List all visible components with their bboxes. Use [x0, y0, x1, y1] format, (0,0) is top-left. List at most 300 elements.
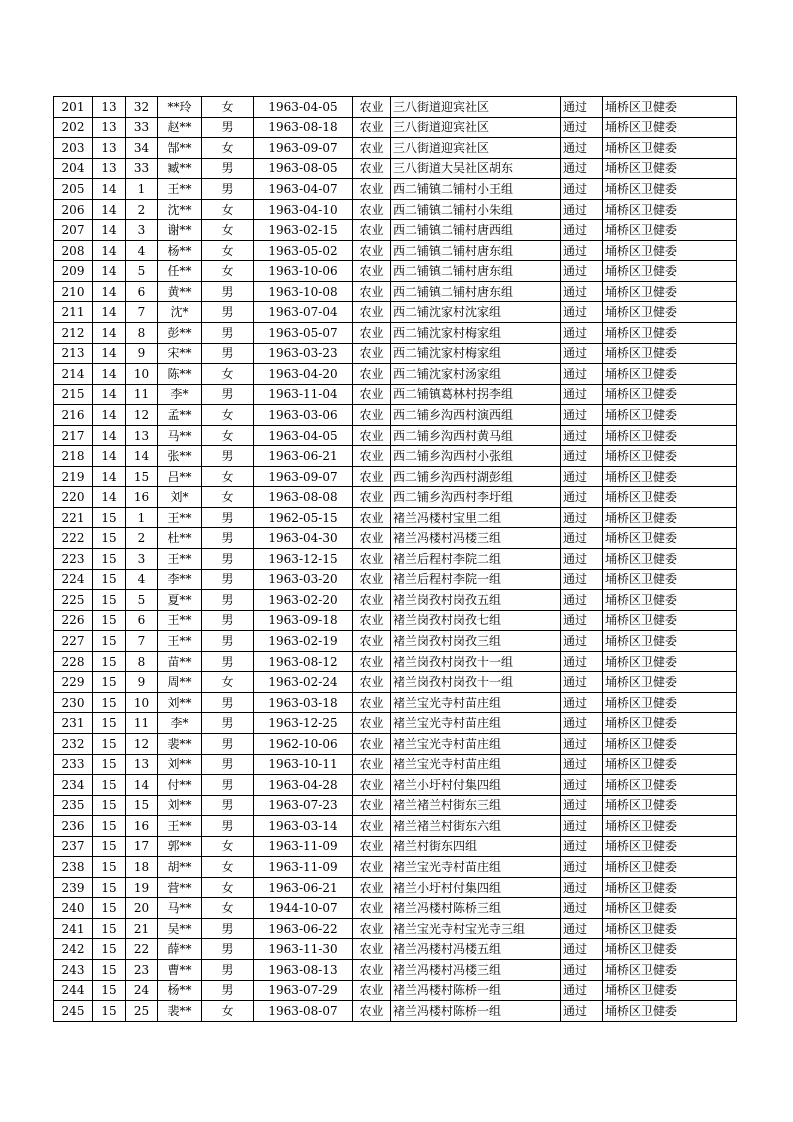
seq-cell: 22 [126, 939, 158, 960]
group-cell: 15 [93, 692, 126, 713]
birthdate-cell: 1963-08-08 [254, 487, 353, 508]
birthdate-cell: 1963-07-04 [254, 302, 353, 323]
row-index-cell: 224 [54, 569, 93, 590]
gender-cell: 女 [202, 364, 254, 385]
row-index-cell: 245 [54, 1001, 93, 1022]
address-cell: 褚兰宝光寺村宝光寺三组 [391, 918, 561, 939]
gender-cell: 男 [202, 610, 254, 631]
address-cell: 西二铺乡沟西村湖彭组 [391, 466, 561, 487]
household-type-cell: 农业 [353, 179, 391, 200]
birthdate-cell: 1963-10-11 [254, 754, 353, 775]
table-row [54, 507, 737, 528]
agency-cell: 埇桥区卫健委 [603, 199, 737, 220]
name-cell: 陈** [158, 364, 202, 385]
group-cell: 15 [93, 918, 126, 939]
review-status-cell: 通过 [561, 1001, 603, 1022]
address-cell: 西二铺乡沟西村黄马组 [391, 425, 561, 446]
row-index-cell: 208 [54, 240, 93, 261]
agency-cell: 埇桥区卫健委 [603, 610, 737, 631]
birthdate-cell: 1963-03-18 [254, 692, 353, 713]
gender-cell: 男 [202, 939, 254, 960]
address-cell: 三八街道迎宾社区 [391, 138, 561, 159]
gender-cell: 女 [202, 836, 254, 857]
name-cell: 王** [158, 816, 202, 837]
name-cell: 赵** [158, 117, 202, 138]
name-cell: 王** [158, 549, 202, 570]
review-status-cell: 通过 [561, 733, 603, 754]
review-status-cell: 通过 [561, 898, 603, 919]
review-status-cell: 通过 [561, 569, 603, 590]
gender-cell: 男 [202, 918, 254, 939]
name-cell: 吕** [158, 466, 202, 487]
household-type-cell: 农业 [353, 528, 391, 549]
household-type-cell: 农业 [353, 425, 391, 446]
gender-cell: 女 [202, 898, 254, 919]
gender-cell: 男 [202, 343, 254, 364]
review-status-cell: 通过 [561, 528, 603, 549]
row-index-cell: 223 [54, 549, 93, 570]
household-type-cell: 农业 [353, 795, 391, 816]
name-cell: 刘* [158, 487, 202, 508]
address-cell: 西二铺乡沟西村演西组 [391, 405, 561, 426]
table-row [54, 528, 737, 549]
group-cell: 15 [93, 672, 126, 693]
agency-cell: 埇桥区卫健委 [603, 179, 737, 200]
row-index-cell: 228 [54, 651, 93, 672]
gender-cell: 男 [202, 323, 254, 344]
seq-cell: 1 [126, 179, 158, 200]
name-cell: 王** [158, 179, 202, 200]
seq-cell: 18 [126, 857, 158, 878]
seq-cell: 15 [126, 795, 158, 816]
table-row [54, 816, 737, 837]
address-cell: 西二铺镇葛林村拐李组 [391, 384, 561, 405]
group-cell: 15 [93, 549, 126, 570]
table-row [54, 158, 737, 179]
household-type-cell: 农业 [353, 918, 391, 939]
review-status-cell: 通过 [561, 590, 603, 611]
name-cell: 杜** [158, 528, 202, 549]
household-type-cell: 农业 [353, 590, 391, 611]
group-cell: 15 [93, 1001, 126, 1022]
agency-cell: 埇桥区卫健委 [603, 425, 737, 446]
address-cell: 褚兰冯楼村陈桥一组 [391, 980, 561, 1001]
gender-cell: 女 [202, 138, 254, 159]
table-row [54, 980, 737, 1001]
review-status-cell: 通过 [561, 775, 603, 796]
seq-cell: 21 [126, 918, 158, 939]
name-cell: 李* [158, 384, 202, 405]
address-cell: 褚兰宝光寺村苗庄组 [391, 733, 561, 754]
group-cell: 14 [93, 384, 126, 405]
review-status-cell: 通过 [561, 261, 603, 282]
group-cell: 15 [93, 569, 126, 590]
household-type-cell: 农业 [353, 466, 391, 487]
seq-cell: 15 [126, 466, 158, 487]
name-cell: 任** [158, 261, 202, 282]
address-cell: 褚兰冯楼村冯楼三组 [391, 528, 561, 549]
table-row [54, 857, 737, 878]
seq-cell: 7 [126, 631, 158, 652]
name-cell: 裴** [158, 733, 202, 754]
name-cell: 马** [158, 898, 202, 919]
group-cell: 15 [93, 590, 126, 611]
group-cell: 13 [93, 97, 126, 118]
household-type-cell: 农业 [353, 898, 391, 919]
row-index-cell: 201 [54, 97, 93, 118]
seq-cell: 8 [126, 651, 158, 672]
row-index-cell: 238 [54, 857, 93, 878]
review-status-cell: 通过 [561, 918, 603, 939]
address-cell: 褚兰村街东四组 [391, 836, 561, 857]
table-row [54, 466, 737, 487]
review-status-cell: 通过 [561, 877, 603, 898]
seq-cell: 8 [126, 323, 158, 344]
address-cell: 西二铺沈家村梅家组 [391, 343, 561, 364]
group-cell: 15 [93, 816, 126, 837]
household-type-cell: 农业 [353, 240, 391, 261]
birthdate-cell: 1963-10-08 [254, 281, 353, 302]
address-cell: 西二铺沈家村汤家组 [391, 364, 561, 385]
name-cell: 周** [158, 672, 202, 693]
row-index-cell: 235 [54, 795, 93, 816]
seq-cell: 4 [126, 240, 158, 261]
address-cell: 三八街道迎宾社区 [391, 117, 561, 138]
review-status-cell: 通过 [561, 343, 603, 364]
review-status-cell: 通过 [561, 816, 603, 837]
name-cell: 彭** [158, 323, 202, 344]
gender-cell: 男 [202, 816, 254, 837]
address-cell: 褚兰后程村李院二组 [391, 549, 561, 570]
household-type-cell: 农业 [353, 138, 391, 159]
row-index-cell: 232 [54, 733, 93, 754]
household-type-cell: 农业 [353, 343, 391, 364]
agency-cell: 埇桥区卫健委 [603, 446, 737, 467]
name-cell: 裴** [158, 1001, 202, 1022]
gender-cell: 女 [202, 425, 254, 446]
review-status-cell: 通过 [561, 117, 603, 138]
gender-cell: 男 [202, 302, 254, 323]
table-row [54, 775, 737, 796]
birthdate-cell: 1963-07-23 [254, 795, 353, 816]
name-cell: 郭** [158, 836, 202, 857]
group-cell: 14 [93, 281, 126, 302]
row-index-cell: 221 [54, 507, 93, 528]
agency-cell: 埇桥区卫健委 [603, 364, 737, 385]
name-cell: 付** [158, 775, 202, 796]
row-index-cell: 202 [54, 117, 93, 138]
row-index-cell: 234 [54, 775, 93, 796]
household-type-cell: 农业 [353, 302, 391, 323]
agency-cell: 埇桥区卫健委 [603, 733, 737, 754]
review-status-cell: 通过 [561, 323, 603, 344]
row-index-cell: 236 [54, 816, 93, 837]
agency-cell: 埇桥区卫健委 [603, 261, 737, 282]
seq-cell: 10 [126, 692, 158, 713]
agency-cell: 埇桥区卫健委 [603, 754, 737, 775]
household-type-cell: 农业 [353, 713, 391, 734]
birthdate-cell: 1963-03-20 [254, 569, 353, 590]
group-cell: 15 [93, 795, 126, 816]
household-type-cell: 农业 [353, 733, 391, 754]
table-row [54, 1001, 737, 1022]
group-cell: 15 [93, 507, 126, 528]
review-status-cell: 通过 [561, 446, 603, 467]
seq-cell: 3 [126, 220, 158, 241]
agency-cell: 埇桥区卫健委 [603, 857, 737, 878]
gender-cell: 男 [202, 713, 254, 734]
table-row [54, 240, 737, 261]
review-status-cell: 通过 [561, 199, 603, 220]
seq-cell: 4 [126, 569, 158, 590]
birthdate-cell: 1963-06-21 [254, 877, 353, 898]
address-cell: 褚兰宝光寺村苗庄组 [391, 692, 561, 713]
agency-cell: 埇桥区卫健委 [603, 672, 737, 693]
row-index-cell: 243 [54, 959, 93, 980]
seq-cell: 24 [126, 980, 158, 1001]
name-cell: 苗** [158, 651, 202, 672]
birthdate-cell: 1963-02-20 [254, 590, 353, 611]
birthdate-cell: 1963-08-05 [254, 158, 353, 179]
household-type-cell: 农业 [353, 487, 391, 508]
birthdate-cell: 1963-11-09 [254, 857, 353, 878]
address-cell: 西二铺沈家村梅家组 [391, 323, 561, 344]
agency-cell: 埇桥区卫健委 [603, 117, 737, 138]
agency-cell: 埇桥区卫健委 [603, 692, 737, 713]
address-cell: 褚兰小圩村付集四组 [391, 877, 561, 898]
table-row [54, 261, 737, 282]
seq-cell: 6 [126, 610, 158, 631]
seq-cell: 2 [126, 528, 158, 549]
review-status-cell: 通过 [561, 97, 603, 118]
group-cell: 15 [93, 631, 126, 652]
table-row [54, 549, 737, 570]
row-index-cell: 213 [54, 343, 93, 364]
table-row [54, 610, 737, 631]
agency-cell: 埇桥区卫健委 [603, 1001, 737, 1022]
seq-cell: 2 [126, 199, 158, 220]
address-cell: 西二铺镇二铺村唐西组 [391, 220, 561, 241]
agency-cell: 埇桥区卫健委 [603, 713, 737, 734]
gender-cell: 男 [202, 733, 254, 754]
name-cell: 夏** [158, 590, 202, 611]
review-status-cell: 通过 [561, 364, 603, 385]
group-cell: 14 [93, 487, 126, 508]
agency-cell: 埇桥区卫健委 [603, 836, 737, 857]
address-cell: 褚兰宝光寺村苗庄组 [391, 713, 561, 734]
birthdate-cell: 1963-05-02 [254, 240, 353, 261]
table-row [54, 446, 737, 467]
seq-cell: 9 [126, 672, 158, 693]
review-status-cell: 通过 [561, 158, 603, 179]
group-cell: 14 [93, 261, 126, 282]
table-row [54, 631, 737, 652]
name-cell: 沈** [158, 199, 202, 220]
gender-cell: 男 [202, 528, 254, 549]
records-table-body [54, 97, 737, 1022]
household-type-cell: 农业 [353, 959, 391, 980]
seq-cell: 33 [126, 158, 158, 179]
row-index-cell: 214 [54, 364, 93, 385]
address-cell: 褚兰褚兰村街东三组 [391, 795, 561, 816]
birthdate-cell: 1963-10-06 [254, 261, 353, 282]
birthdate-cell: 1963-05-07 [254, 323, 353, 344]
household-type-cell: 农业 [353, 220, 391, 241]
name-cell: 王** [158, 610, 202, 631]
gender-cell: 男 [202, 384, 254, 405]
gender-cell: 女 [202, 1001, 254, 1022]
household-type-cell: 农业 [353, 569, 391, 590]
table-row [54, 795, 737, 816]
gender-cell: 男 [202, 446, 254, 467]
agency-cell: 埇桥区卫健委 [603, 959, 737, 980]
name-cell: 刘** [158, 692, 202, 713]
table-row [54, 384, 737, 405]
birthdate-cell: 1963-04-05 [254, 97, 353, 118]
address-cell: 褚兰冯楼村陈桥三组 [391, 898, 561, 919]
table-row [54, 281, 737, 302]
gender-cell: 男 [202, 117, 254, 138]
table-row [54, 199, 737, 220]
gender-cell: 女 [202, 199, 254, 220]
birthdate-cell: 1963-04-07 [254, 179, 353, 200]
table-row [54, 364, 737, 385]
gender-cell: 男 [202, 754, 254, 775]
birthdate-cell: 1963-09-07 [254, 138, 353, 159]
row-index-cell: 219 [54, 466, 93, 487]
name-cell: 营** [158, 877, 202, 898]
household-type-cell: 农业 [353, 939, 391, 960]
group-cell: 14 [93, 199, 126, 220]
seq-cell: 11 [126, 713, 158, 734]
name-cell: 杨** [158, 240, 202, 261]
gender-cell: 女 [202, 261, 254, 282]
review-status-cell: 通过 [561, 384, 603, 405]
birthdate-cell: 1963-06-21 [254, 446, 353, 467]
address-cell: 西二铺镇二铺村唐东组 [391, 261, 561, 282]
review-status-cell: 通过 [561, 466, 603, 487]
household-type-cell: 农业 [353, 775, 391, 796]
birthdate-cell: 1963-03-23 [254, 343, 353, 364]
seq-cell: 11 [126, 384, 158, 405]
seq-cell: 17 [126, 836, 158, 857]
agency-cell: 埇桥区卫健委 [603, 220, 737, 241]
seq-cell: 19 [126, 877, 158, 898]
table-row [54, 959, 737, 980]
row-index-cell: 212 [54, 323, 93, 344]
seq-cell: 14 [126, 775, 158, 796]
row-index-cell: 209 [54, 261, 93, 282]
group-cell: 14 [93, 343, 126, 364]
gender-cell: 女 [202, 220, 254, 241]
group-cell: 15 [93, 836, 126, 857]
birthdate-cell: 1963-03-14 [254, 816, 353, 837]
review-status-cell: 通过 [561, 549, 603, 570]
table-row [54, 323, 737, 344]
name-cell: 谢** [158, 220, 202, 241]
group-cell: 14 [93, 220, 126, 241]
seq-cell: 5 [126, 261, 158, 282]
group-cell: 15 [93, 733, 126, 754]
name-cell: 黄** [158, 281, 202, 302]
review-status-cell: 通过 [561, 939, 603, 960]
gender-cell: 女 [202, 487, 254, 508]
address-cell: 西二铺沈家村沈家组 [391, 302, 561, 323]
gender-cell: 男 [202, 179, 254, 200]
row-index-cell: 204 [54, 158, 93, 179]
review-status-cell: 通过 [561, 651, 603, 672]
seq-cell: 13 [126, 425, 158, 446]
review-status-cell: 通过 [561, 302, 603, 323]
table-row [54, 117, 737, 138]
gender-cell: 男 [202, 590, 254, 611]
table-row [54, 590, 737, 611]
table-row [54, 97, 737, 118]
name-cell: 李* [158, 713, 202, 734]
household-type-cell: 农业 [353, 857, 391, 878]
review-status-cell: 通过 [561, 857, 603, 878]
agency-cell: 埇桥区卫健委 [603, 775, 737, 796]
review-status-cell: 通过 [561, 487, 603, 508]
agency-cell: 埇桥区卫健委 [603, 281, 737, 302]
seq-cell: 23 [126, 959, 158, 980]
review-status-cell: 通过 [561, 980, 603, 1001]
table-row [54, 692, 737, 713]
address-cell: 西二铺镇二铺村唐东组 [391, 281, 561, 302]
review-status-cell: 通过 [561, 631, 603, 652]
row-index-cell: 203 [54, 138, 93, 159]
address-cell: 褚兰岗孜村岗孜七组 [391, 610, 561, 631]
address-cell: 西二铺镇二铺村小朱组 [391, 199, 561, 220]
gender-cell: 男 [202, 631, 254, 652]
household-type-cell: 农业 [353, 158, 391, 179]
row-index-cell: 211 [54, 302, 93, 323]
name-cell: 刘** [158, 795, 202, 816]
address-cell: 西二铺镇二铺村唐东组 [391, 240, 561, 261]
agency-cell: 埇桥区卫健委 [603, 918, 737, 939]
household-type-cell: 农业 [353, 507, 391, 528]
name-cell: 胡** [158, 857, 202, 878]
household-type-cell: 农业 [353, 446, 391, 467]
household-type-cell: 农业 [353, 692, 391, 713]
group-cell: 15 [93, 651, 126, 672]
birthdate-cell: 1963-04-20 [254, 364, 353, 385]
group-cell: 14 [93, 425, 126, 446]
gender-cell: 男 [202, 569, 254, 590]
group-cell: 15 [93, 939, 126, 960]
group-cell: 15 [93, 775, 126, 796]
agency-cell: 埇桥区卫健委 [603, 240, 737, 261]
table-row [54, 487, 737, 508]
row-index-cell: 242 [54, 939, 93, 960]
birthdate-cell: 1963-02-15 [254, 220, 353, 241]
agency-cell: 埇桥区卫健委 [603, 405, 737, 426]
group-cell: 15 [93, 754, 126, 775]
review-status-cell: 通过 [561, 713, 603, 734]
review-status-cell: 通过 [561, 425, 603, 446]
table-row [54, 898, 737, 919]
household-type-cell: 农业 [353, 836, 391, 857]
seq-cell: 13 [126, 754, 158, 775]
agency-cell: 埇桥区卫健委 [603, 466, 737, 487]
birthdate-cell: 1963-08-18 [254, 117, 353, 138]
review-status-cell: 通过 [561, 836, 603, 857]
address-cell: 褚兰宝光寺村苗庄组 [391, 857, 561, 878]
household-type-cell: 农业 [353, 672, 391, 693]
name-cell: 李** [158, 569, 202, 590]
seq-cell: 20 [126, 898, 158, 919]
household-type-cell: 农业 [353, 549, 391, 570]
